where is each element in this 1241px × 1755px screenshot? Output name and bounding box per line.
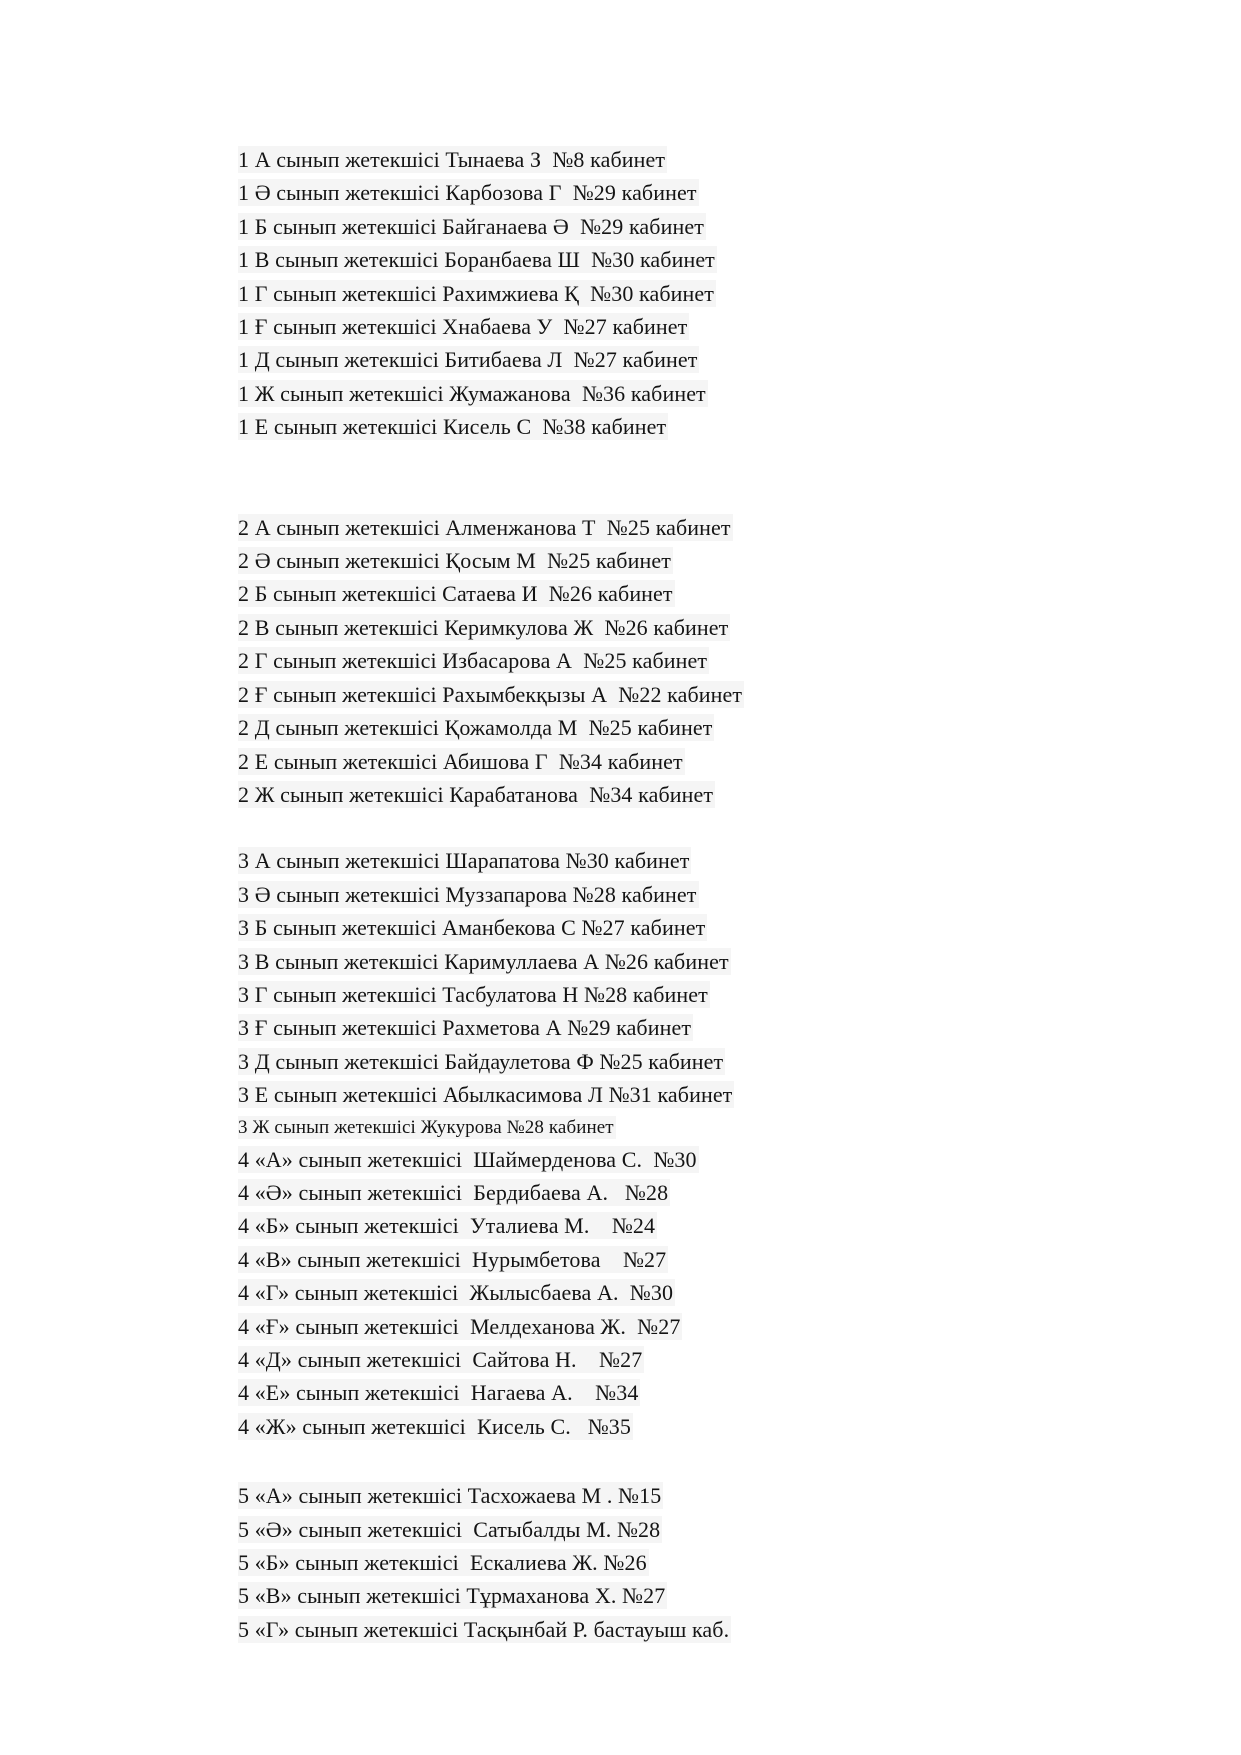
class-teacher-line-text: 5 «А» сынып жетекшісі Тасхожаева М . №15 <box>238 1483 662 1509</box>
class-teacher-line-text: 4 «Ә» сынып жетекшісі Бердибаева А. №28 <box>238 1179 669 1205</box>
class-teacher-line-text: 1 Д сынып жетекшісі Битибаева Л №27 кабинет <box>238 347 698 373</box>
class-teacher-line-text: 3 Б сынып жетекшісі Аманбекова С №27 кабинет <box>238 915 706 941</box>
class-teacher-line-text: 2 Ә сынып жетекшісі Қосым М №25 кабинет <box>238 548 671 574</box>
class-teacher-line-text: 3 Г сынып жетекшісі Тасбулатова Н №28 кабинет <box>238 981 708 1007</box>
class-teacher-line-text: 5 «Г» сынып жетекшісі Тасқынбай Р. бастауыш каб. <box>238 1616 730 1642</box>
class-teacher-line <box>238 745 998 778</box>
class-teacher-line-text: 3 Ә сынып жетекшісі Муззапарова №28 кабинет <box>238 881 697 907</box>
class-teacher-line-text: 4 «Ж» сынып жетекшісі Кисель С. №35 <box>238 1413 631 1439</box>
class-teacher-line <box>238 243 998 276</box>
class-teacher-line <box>238 1011 998 1044</box>
class-teacher-line <box>238 911 998 944</box>
class-teacher-line <box>238 644 998 677</box>
class-teacher-line <box>238 1243 998 1276</box>
class-teacher-line-text: 2 Г сынып жетекшісі Избасарова А №25 кабинет <box>238 648 708 674</box>
class-teacher-line <box>238 1613 998 1646</box>
class-teacher-line-text: 2 Д сынып жетекшісі Қожамолда М №25 кабинет <box>238 715 713 741</box>
class-teacher-line-text: 4 «А» сынып жетекшісі Шаймерденова С. №30 <box>238 1146 697 1172</box>
class-teacher-line <box>238 878 998 911</box>
class-teacher-line-text: 1 Г сынып жетекшісі Рахимжиева Қ №30 кабинет <box>238 280 714 306</box>
class-teacher-line-text: 4 «В» сынып жетекшісі Нурымбетова №27 <box>238 1246 667 1272</box>
class-teacher-line <box>238 1045 998 1078</box>
class-teacher-line <box>238 844 998 877</box>
class-teacher-line <box>238 1112 998 1143</box>
class-teacher-line <box>238 678 998 711</box>
class-teacher-line <box>238 277 998 310</box>
class-teacher-line <box>238 1343 998 1376</box>
class-teacher-line-text: 3 Е сынып жетекшісі Абылкасимова Л №31 кабинет <box>238 1082 733 1108</box>
class-teacher-line-text: 2 Ғ сынып жетекшісі Рахымбекқызы А №22 кабинет <box>238 681 743 707</box>
class-teacher-line-text: 1 Б сынып жетекшісі Байганаева Ә №29 кабинет <box>238 213 704 239</box>
grade-3-section <box>238 844 998 1142</box>
class-teacher-line-text: 3 Д сынып жетекшісі Байдаулетова Ф №25 кабинет <box>238 1048 724 1074</box>
class-teacher-line <box>238 1078 998 1111</box>
class-teacher-line-text: 4 «Б» сынып жетекшісі Уталиева М. №24 <box>238 1213 656 1239</box>
class-teacher-line <box>238 511 998 544</box>
class-teacher-line <box>238 1209 998 1242</box>
class-teacher-line <box>238 210 998 243</box>
class-teacher-line-text: 2 А сынып жетекшісі Алменжанова Т №25 кабинет <box>238 514 731 540</box>
class-teacher-line-text: 1 Ә сынып жетекшісі Карбозова Г №29 кабинет <box>238 180 697 206</box>
class-teacher-line-text: 5 «В» сынып жетекшісі Тұрмаханова Х. №27 <box>238 1583 666 1609</box>
class-teacher-line-text: 5 «Б» сынып жетекшісі Ескалиева Ж. №26 <box>238 1550 647 1576</box>
grade-5-section <box>238 1479 998 1646</box>
class-teacher-line <box>238 1176 998 1209</box>
class-teacher-line <box>238 343 998 376</box>
class-teacher-line <box>238 1410 998 1443</box>
class-teacher-line-text: 1 Ж сынып жетекшісі Жумажанова №36 кабинет <box>238 380 706 406</box>
class-teacher-line <box>238 1276 998 1309</box>
class-teacher-line <box>238 377 998 410</box>
class-teacher-line-text: 2 В сынып жетекшісі Керимкулова Ж №26 кабинет <box>238 614 729 640</box>
grade-2-section <box>238 511 998 812</box>
class-teacher-line-text: 1 Ғ сынып жетекшісі Хнабаева У №27 кабинет <box>238 314 688 340</box>
class-teacher-line <box>238 410 998 443</box>
grade-4-section <box>238 1143 998 1444</box>
class-teacher-line-text: 2 Б сынып жетекшісі Сатаева И №26 кабинет <box>238 581 673 607</box>
class-teacher-line-text: 2 Ж сынып жетекшісі Карабатанова №34 кабинет <box>238 781 714 807</box>
class-teacher-line <box>238 1479 998 1512</box>
class-teacher-line <box>238 945 998 978</box>
class-teacher-line-text: 1 А сынып жетекшісі Тынаева З №8 кабинет <box>238 147 666 172</box>
class-teacher-line-text: 3 Ғ сынып жетекшісі Рахметова А №29 кабинет <box>238 1015 692 1041</box>
class-teacher-line-text: 3 Ж сынып жетекшісі Жукурова №28 кабинет <box>238 1116 614 1138</box>
class-teacher-line <box>238 1546 998 1579</box>
class-teacher-line-text: 4 «Д» сынып жетекшісі Сайтова Н. №27 <box>238 1347 643 1372</box>
class-teacher-line <box>238 1143 998 1176</box>
class-teacher-line <box>238 1376 998 1409</box>
class-teacher-line-text: 5 «Ә» сынып жетекшісі Сатыбалды М. №28 <box>238 1516 661 1542</box>
class-teacher-line <box>238 176 998 209</box>
grade-1-section <box>238 143 998 444</box>
class-teacher-line-text: 1 В сынып жетекшісі Боранбаева Ш №30 кабинет <box>238 247 715 273</box>
class-teacher-line <box>238 711 998 744</box>
class-teacher-line-text: 1 Е сынып жетекшісі Кисель С №38 кабинет <box>238 414 667 440</box>
class-teacher-line <box>238 1513 998 1546</box>
class-teacher-line-text: 2 Е сынып жетекшісі Абишова Г №34 кабинет <box>238 748 683 774</box>
class-teacher-line-text: 4 «Г» сынып жетекшісі Жылысбаева А. №30 <box>238 1280 674 1306</box>
class-teacher-line-text: 4 «Ғ» сынып жетекшісі Мелдеханова Ж. №27 <box>238 1313 681 1339</box>
class-teacher-line <box>238 577 998 610</box>
class-teacher-line-text: 3 А сынып жетекшісі Шарапатова №30 кабинет <box>238 848 690 874</box>
class-teacher-line <box>238 611 998 644</box>
class-teacher-line <box>238 143 998 176</box>
class-teacher-line <box>238 1579 998 1612</box>
class-teacher-line <box>238 1310 998 1343</box>
class-teacher-line-text: 4 «Е» сынып жетекшісі Нагаева А. №34 <box>238 1380 639 1406</box>
class-teacher-line <box>238 310 998 343</box>
class-teacher-line-text: 3 В сынып жетекшісі Каримуллаева А №26 кабинет <box>238 948 729 974</box>
class-teacher-line <box>238 778 998 811</box>
class-teacher-line <box>238 978 998 1011</box>
class-teacher-list <box>238 143 998 1646</box>
class-teacher-line <box>238 544 998 577</box>
